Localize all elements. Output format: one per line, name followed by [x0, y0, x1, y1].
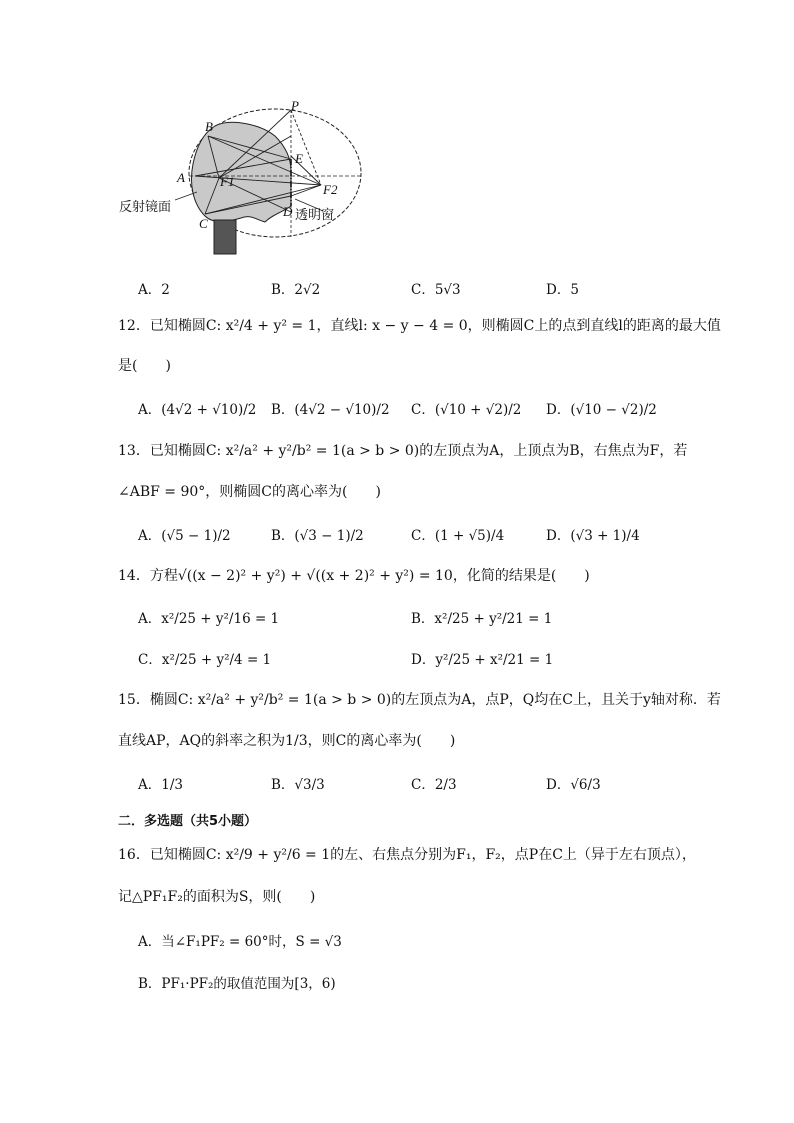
- q15-option-c: C．2/3: [411, 777, 457, 793]
- label-b: B: [205, 119, 213, 134]
- label-p: P: [291, 98, 299, 113]
- q14-option-d: D．y²/25 + x²/21 = 1: [411, 652, 554, 668]
- q11-option-b: B．2√2: [271, 282, 321, 298]
- window-label: 透明窗: [295, 208, 335, 223]
- q15-option-d: D．√6/3: [546, 777, 601, 793]
- label-a: A: [177, 170, 185, 185]
- mirror-label: 反射镜面: [119, 200, 172, 215]
- q13-option-d: D．(√3 + 1)/4: [546, 528, 640, 544]
- label-f2: F2: [323, 182, 338, 197]
- q14-option-b: B．x²/25 + y²/21 = 1: [411, 611, 553, 627]
- q11-option-a: A．2: [138, 282, 170, 298]
- q15-stem-line2: 直线AP，AQ的斜率之积为1/3，则C的离心率为( ): [118, 733, 456, 749]
- q14-stem: 14．方程√((x − 2)² + y²) + √((x + 2)² + y²) = 10，化简的结果是( ): [118, 568, 590, 584]
- q13-option-a: A．(√5 − 1)/2: [138, 528, 231, 544]
- section-heading-multi-choice: 二．多选题（共5小题）: [118, 814, 258, 829]
- label-c: C: [199, 216, 208, 231]
- q15-option-a: A．1/3: [138, 777, 183, 793]
- q12-stem-line1: 12．已知椭圆C: x²/4 + y² = 1，直线l: x − y − 4 = 0，则椭圆C上的点到直线l的距离的最大值: [118, 318, 721, 334]
- q15-option-b: B．√3/3: [271, 777, 325, 793]
- q12-stem-line2: 是( ): [118, 358, 171, 374]
- q13-stem-line1: 13．已知椭圆C: x²/a² + y²/b² = 1(a > b > 0)的左顶点为A，上顶点为B，右焦点为F，若: [118, 443, 688, 459]
- q16-stem-line1: 16．已知椭圆C: x²/9 + y²/6 = 1的左、右焦点分别为F₁，F₂，点P在C上（异于左右顶点），: [118, 847, 696, 863]
- q13-option-c: C．(1 + √5)/4: [411, 528, 505, 544]
- ellipse-reflector-figure: [115, 96, 375, 262]
- q16-stem-line2: 记△PF₁F₂的面积为S，则( ): [118, 889, 316, 905]
- label-f1: F1: [220, 174, 235, 189]
- label-d: D: [283, 204, 293, 219]
- label-e: E: [295, 151, 303, 166]
- q13-stem-line2: ∠ABF = 90°，则椭圆C的离心率为( ): [118, 484, 381, 500]
- reflective-mirror-shape: [192, 122, 292, 222]
- q16-option-a: A．当∠F₁PF₂ = 60°时，S = √3: [138, 934, 342, 950]
- q14-option-a: A．x²/25 + y²/16 = 1: [138, 611, 280, 627]
- figure-svg: [115, 96, 375, 262]
- q13-option-b: B．(√3 − 1)/2: [271, 528, 364, 544]
- q11-option-d: D．5: [546, 282, 579, 298]
- q12-option-a: A．(4√2 + √10)/2: [138, 402, 257, 418]
- handle: [214, 220, 236, 254]
- q12-option-b: B．(4√2 − √10)/2: [271, 402, 390, 418]
- q11-option-c: C．5√3: [411, 282, 461, 298]
- q14-option-c: C．x²/25 + y²/4 = 1: [138, 652, 272, 668]
- q12-option-d: D．(√10 − √2)/2: [546, 402, 657, 418]
- q16-option-b: B．PF₁·PF₂的取值范围为[3，6): [138, 976, 336, 992]
- q15-stem-line1: 15．椭圆C: x²/a² + y²/b² = 1(a > b > 0)的左顶点为A，点P，Q均在C上，且关于y轴对称．若: [118, 692, 721, 708]
- q12-option-c: C．(√10 + √2)/2: [411, 402, 522, 418]
